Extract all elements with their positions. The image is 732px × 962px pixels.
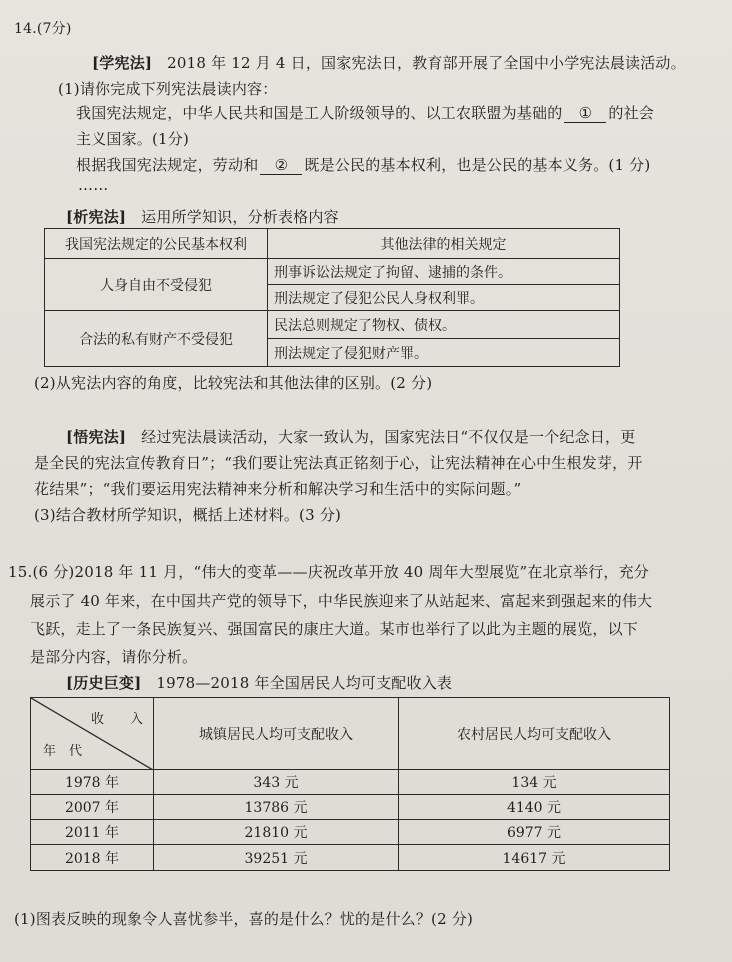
ellipsis: ……	[78, 176, 109, 194]
header-rights: 我国宪法规定的公民基本权利	[45, 229, 268, 259]
q15-number: 15.	[8, 563, 33, 581]
law-cell: 刑事诉讼法规定了拘留、逮捕的条件。	[268, 259, 620, 285]
right-cell: 合法的私有财产不受侵犯	[45, 311, 268, 367]
year-cell: 2011 年	[31, 820, 154, 845]
learn-text: 2018 年 12 月 4 日，国家宪法日，教育部开展了全国中小学宪法晨读活动。	[167, 54, 686, 72]
table-row	[31, 698, 670, 770]
table-row	[31, 820, 670, 845]
corner-cell	[31, 698, 154, 770]
reflect-line1: [悟宪法] 经过宪法晨读活动，大家一致认为，国家宪法日“不仅仅是一个纪念日，更	[66, 428, 636, 446]
reflect-line3: 花结果”；“我们要运用宪法精神来分析和解决学习和生活中的实际问题。”	[34, 480, 522, 498]
q14-sub2: (2)从宪法内容的角度，比较宪法和其他法律的区别。(2 分)	[34, 374, 433, 392]
reflect-line2: 是全民的宪法宣传教育日”；“我们要让宪法真正铭刻于心，让宪法精神在心中生根发芽，开	[34, 454, 643, 472]
urban-cell: 39251 元	[154, 845, 399, 871]
table-row	[45, 311, 620, 339]
blank-2[interactable]: ②	[260, 156, 302, 175]
corner-year-label: 年 代	[43, 744, 83, 759]
analyze-text: 运用所学知识，分析表格内容	[141, 208, 339, 226]
history-section	[66, 674, 452, 692]
table-row	[45, 229, 620, 259]
right-cell: 人身自由不受侵犯	[45, 259, 268, 311]
q14-sub3: (3)结合教材所学知识，概括上述材料。(3 分)	[34, 506, 342, 524]
history-title: [历史巨变]	[66, 674, 142, 692]
q14-number: 14.(7分)	[14, 21, 72, 37]
header-urban: 城镇居民人均可支配收入	[154, 698, 399, 770]
year-cell: 1978 年	[31, 770, 154, 795]
urban-cell: 21810 元	[154, 820, 399, 845]
q15-line3: 飞跃，走上了一条民族复兴、强国富民的康庄大道。某市也举行了以此为主题的展览，以下	[30, 620, 639, 638]
q14-sub1-intro: (1)请你完成下列宪法晨读内容：	[58, 80, 278, 98]
law-cell: 刑法规定了侵犯财产罪。	[268, 339, 620, 367]
rights-table	[44, 228, 620, 367]
urban-cell: 13786 元	[154, 795, 399, 820]
income-table-wrap	[30, 697, 670, 897]
blank-1[interactable]: ①	[564, 104, 606, 123]
rural-cell: 4140 元	[399, 795, 670, 820]
income-table	[30, 697, 670, 871]
learn-section	[92, 54, 686, 72]
analyze-section	[66, 208, 339, 226]
q15-line1: 15.(6 分)2018 年 11 月，“伟大的变革——庆祝改革开放 40 周年大型展览”在北京举行，充分	[8, 563, 650, 581]
rural-cell: 134 元	[399, 770, 670, 795]
analyze-title: [析宪法]	[66, 208, 127, 226]
q14-line3: 根据我国宪法规定，劳动和 ② 既是公民的基本权利，也是公民的基本义务。(1 分)	[76, 156, 651, 174]
reflect-title: [悟宪法]	[66, 428, 127, 446]
q15-line2: 展示了 40 年来，在中国共产党的领导下，中华民族迎来了从站起来、富起来到强起来的伟大	[30, 592, 653, 610]
year-cell: 2007 年	[31, 795, 154, 820]
rural-cell: 14617 元	[399, 845, 670, 871]
q15-line4: 是部分内容，请你分析。	[30, 648, 198, 666]
table-row	[31, 845, 670, 871]
table-row	[31, 795, 670, 820]
header-laws: 其他法律的相关规定	[268, 229, 620, 259]
corner-income-label: 收 入	[90, 712, 143, 727]
urban-cell: 343 元	[154, 770, 399, 795]
table-row	[45, 259, 620, 285]
header-rural: 农村居民人均可支配收入	[399, 698, 670, 770]
q14-line2: 主义国家。(1分)	[76, 130, 190, 148]
year-cell: 2018 年	[31, 845, 154, 871]
q14-line1: 我国宪法规定，中华人民共和国是工人阶级领导的、以工农联盟为基础的 ① 的社会	[76, 104, 655, 122]
history-text: 1978—2018 年全国居民人均可支配收入表	[156, 674, 453, 692]
law-cell: 刑法规定了侵犯公民人身权利罪。	[268, 285, 620, 311]
table-row	[31, 770, 670, 795]
law-cell: 民法总则规定了物权、债权。	[268, 311, 620, 339]
rural-cell: 6977 元	[399, 820, 670, 845]
learn-title: [学宪法]	[92, 54, 153, 72]
q15-sub1: (1)图表反映的现象令人喜忧参半，喜的是什么？忧的是什么？(2 分)	[14, 910, 474, 928]
